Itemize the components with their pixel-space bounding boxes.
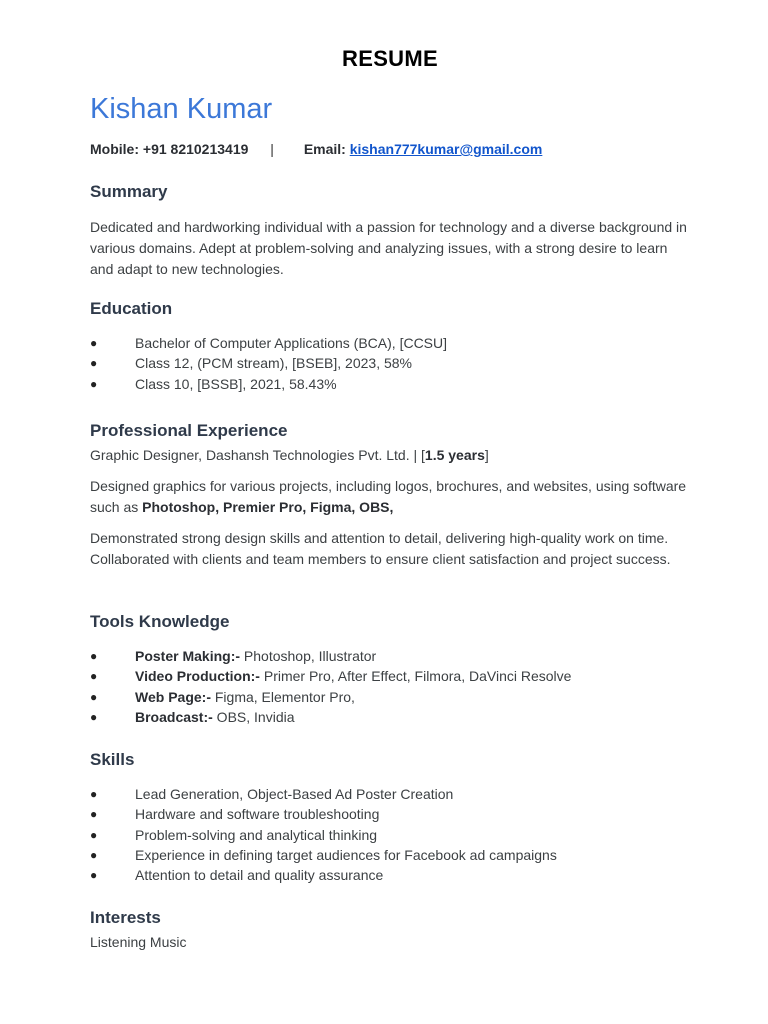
software-list: Photoshop, Premier Pro, Figma, OBS, bbox=[142, 499, 394, 515]
bullet-icon: ● bbox=[90, 868, 98, 883]
interests-heading: Interests bbox=[90, 908, 161, 927]
role-line: Graphic Designer, Dashansh Technologies Pvt. Ltd. | [1.5 years] bbox=[90, 447, 489, 463]
candidate-name: Kishan Kumar bbox=[90, 93, 273, 125]
contact-separator: | bbox=[270, 141, 274, 157]
list-item: ● Poster Making:- Photoshop, Illustrator bbox=[90, 646, 690, 666]
bullet-icon: ● bbox=[90, 807, 98, 822]
bullet-icon: ● bbox=[90, 709, 98, 724]
list-item: ● Problem-solving and analytical thinking bbox=[90, 825, 690, 845]
list-item: ● Hardware and software troubleshooting bbox=[90, 804, 690, 824]
bullet-icon: ● bbox=[90, 689, 98, 704]
bullet-icon: ● bbox=[90, 847, 98, 862]
tools-list bbox=[90, 646, 690, 727]
education-section bbox=[90, 299, 690, 394]
tools-heading: Tools Knowledge bbox=[90, 612, 230, 631]
bullet-icon: ● bbox=[90, 669, 98, 684]
bullet-icon: ● bbox=[90, 787, 98, 801]
education-list bbox=[90, 333, 690, 394]
contact-line bbox=[90, 141, 542, 157]
education-heading: Education bbox=[90, 299, 173, 318]
summary-heading: Summary bbox=[90, 182, 168, 201]
list-item: ● Experience in defining target audiences for Facebook ad campaigns bbox=[90, 845, 690, 865]
list-item: ● Class 10, [BSSB], 2021, 58.43% bbox=[90, 374, 690, 394]
bullet-icon: ● bbox=[90, 827, 98, 842]
duration: 1.5 years bbox=[424, 447, 485, 463]
summary-section bbox=[90, 182, 690, 280]
mobile-label: Mobile: bbox=[90, 141, 139, 157]
list-item: ● Web Page:- Figma, Elementor Pro, bbox=[90, 687, 690, 707]
skills-section bbox=[90, 750, 690, 885]
bullet-icon: ● bbox=[90, 649, 98, 663]
bullet-icon: ● bbox=[90, 336, 98, 350]
skills-heading: Skills bbox=[90, 750, 135, 769]
mobile-number: +91 8210213419 bbox=[142, 141, 249, 157]
tools-section bbox=[90, 612, 690, 727]
skills-list bbox=[90, 784, 690, 885]
experience-paragraph-2: Demonstrated strong design skills and attention to detail, delivering high-quality work on time. Collaborated with clients and team members to ensure client satisfaction and project success. bbox=[90, 530, 671, 567]
list-item: ● Class 12, (PCM stream), [BSEB], 2023, 58% bbox=[90, 353, 690, 373]
experience-section bbox=[90, 421, 690, 570]
interests-text: Listening Music bbox=[90, 934, 187, 950]
bullet-icon: ● bbox=[90, 376, 98, 391]
experience-paragraph-1: Designed graphics for various projects, including logos, brochures, and websites, using software such as Photoshop, Premier Pro, Figma, OBS, bbox=[90, 478, 687, 515]
document-title: RESUME bbox=[342, 46, 438, 71]
list-item: ● Video Production:- Primer Pro, After Effect, Filmora, DaVinci Resolve bbox=[90, 666, 690, 686]
list-item: ● Bachelor of Computer Applications (BCA), [CCSU] bbox=[90, 333, 690, 353]
bullet-icon: ● bbox=[90, 356, 98, 371]
interests-section bbox=[90, 908, 690, 953]
list-item: ● Attention to detail and quality assurance bbox=[90, 865, 690, 885]
list-item: ● Lead Generation, Object-Based Ad Poster Creation bbox=[90, 784, 690, 804]
experience-heading: Professional Experience bbox=[90, 421, 288, 440]
list-item: ● Broadcast:- OBS, Invidia bbox=[90, 707, 690, 727]
summary-text: Dedicated and hardworking individual with a passion for technology and a diverse background in various domains. Adept at problem-solving and analyzing issues, with a strong desire to learn and adapt to new technologies. bbox=[90, 219, 687, 277]
email-label: Email: bbox=[303, 141, 346, 157]
email-link[interactable]: kishan777kumar@gmail.com bbox=[349, 141, 543, 157]
